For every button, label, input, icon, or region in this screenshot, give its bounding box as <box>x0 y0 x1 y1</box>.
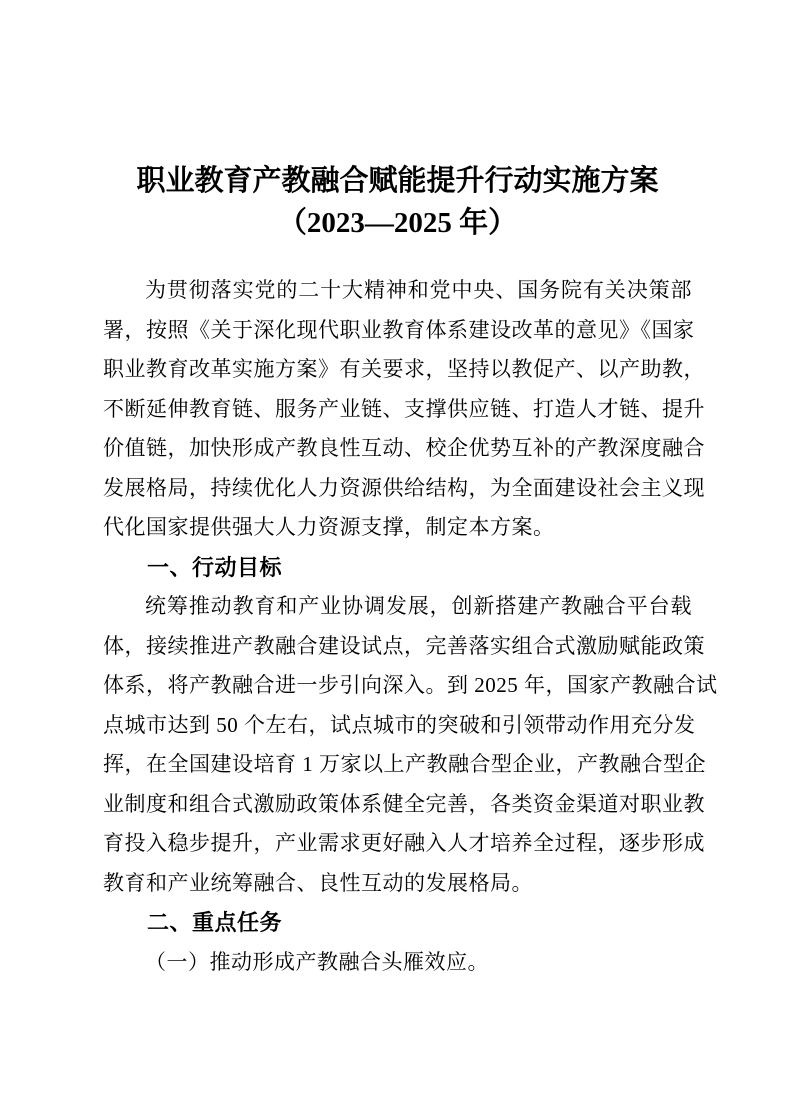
section1-paragraph-line: 点城市达到 50 个左右，试点城市的突破和引领带动作用充分发 <box>103 712 696 737</box>
intro-paragraph-line: 代化国家提供强大人力资源支撑，制定本方案。 <box>103 515 555 539</box>
intro-paragraph-line: 职业教育改革实施方案》有关要求，坚持以教促产、以产助教， <box>103 357 705 381</box>
section1-paragraph-line: 业制度和组合式激励政策体系健全完善，各类资金渠道对职业教 <box>103 791 705 816</box>
section1-paragraph-line: 统筹推动教育和产业协调发展，创新搭建产教融合平台载 <box>145 594 692 618</box>
document-title-line2: （2023—2025 年） <box>277 207 518 239</box>
intro-paragraph-line: 价值链，加快形成产教良性互动、校企优势互补的产教深度融合 <box>103 436 705 460</box>
section1-paragraph-line: 挥，在全国建设培育 1 万家以上产教融合型企业，产教融合型企 <box>103 752 706 776</box>
section2-heading: 二、重点任务 <box>147 910 283 935</box>
section1-paragraph-line: 体，接续推进产教融合建设试点，完善落实组合式激励赋能政策 <box>103 633 705 658</box>
intro-paragraph-line: 为贯彻落实党的二十大精神和党中央、国务院有关决策部 <box>145 278 692 302</box>
section1-paragraph-line: 育投入稳步提升，产业需求更好融入人才培养全过程，逐步形成 <box>103 831 705 855</box>
intro-paragraph <box>103 271 705 548</box>
section1-paragraph-line: 教育和产业统筹融合、良性互动的发展格局。 <box>103 870 533 895</box>
document-body <box>103 271 718 982</box>
intro-paragraph-line: 发展格局，持续优化人力资源供给结构，为全面建设社会主义现 <box>103 475 705 500</box>
document-title <box>103 160 692 244</box>
section1-paragraph-line: 体系，将产教融合进一步引向深入。到 2025 年，国家产教融合试 <box>103 673 718 697</box>
document-title-line1: 职业教育产教融合赋能提升行动实施方案 <box>136 165 659 197</box>
intro-paragraph-line: 不断延伸教育链、服务产业链、支撑供应链、打造人才链、提升 <box>103 396 705 421</box>
intro-paragraph-line: 署，按照《关于深化现代职业教育体系建设改革的意见》《国家 <box>103 317 695 342</box>
section2-subitem1: （一）推动形成产教融合头雁效应。 <box>145 949 489 974</box>
section1-heading: 一、行动目标 <box>147 554 283 580</box>
section1-paragraph <box>103 587 718 903</box>
